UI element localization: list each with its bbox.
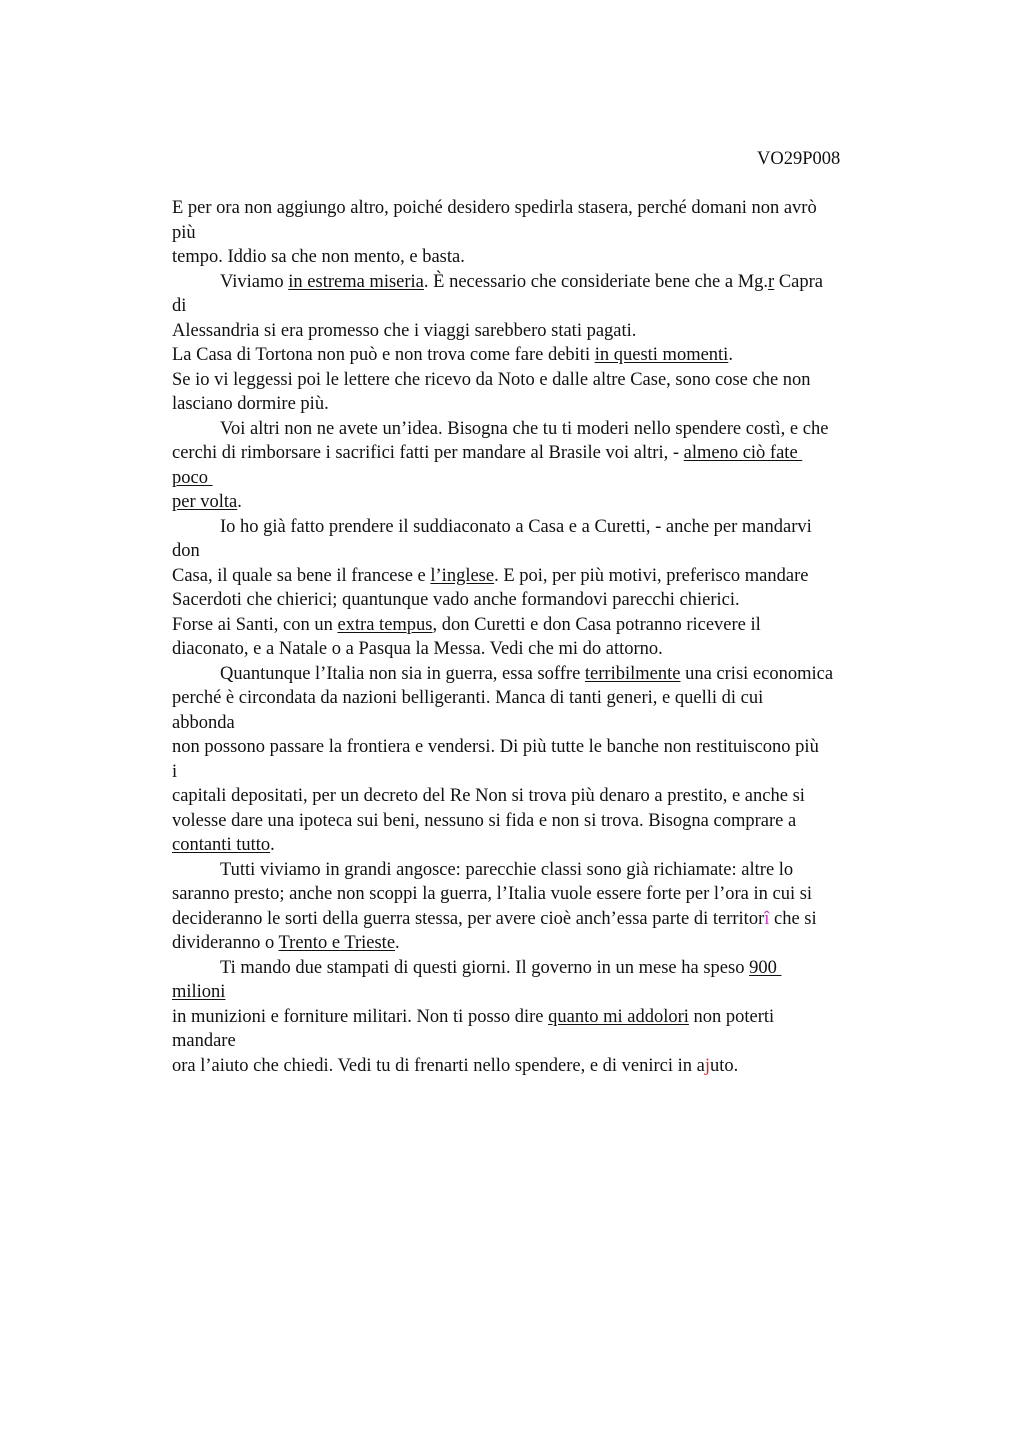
text-segment: Alessandria si era promesso che i viaggi sarebbero stati pagati. [172,320,637,341]
text-line [172,1029,236,1054]
underlined-text: contanti tutto [172,835,271,855]
text-line [172,833,275,858]
text-segment: . [237,492,242,512]
text-segment: La Casa di Tortona non può e non trova come fare debiti [172,345,595,365]
text-segment: . E poi, per più motivi, preferisco mandare [494,565,809,586]
underlined-text: per volta [172,492,238,512]
text-line [172,392,329,417]
text-line [172,637,663,662]
text-line [172,245,465,270]
underlined-text: almeno ciò fate [683,443,803,463]
text-segment: perché è circondata da nazioni belligeranti. Manca di tanti generi, e quelli di cui [172,688,764,708]
colored-mark: î [764,908,770,929]
text-line [172,735,819,760]
text-segment: più [172,222,196,243]
text-line [172,294,186,319]
underlined-text: poco [172,467,213,488]
text-segment: Voi altri non ne avete un’idea. Bisogna che tu ti moderi nello spendere costì, e che [220,418,829,439]
text-line [172,1054,738,1079]
text-segment: diaconato, e a Natale o a Pasqua la Messa. Vedi che mi do attorno. [172,639,663,659]
text-line [172,539,200,564]
text-segment: decideranno le sorti della guerra stessa, per avere cioè anch’essa parte di territor [172,908,765,929]
underlined-text: l’inglese [430,565,495,586]
text-segment: Se io vi leggessi poi le lettere che ricevo da Noto e dalle altre Case, sono cose che non [172,369,811,390]
text-line [172,613,761,638]
underlined-text: terribilmente [584,663,681,684]
document-reference-code: VO29P008 [757,149,841,169]
underlined-text: Trento e Trieste [278,933,396,953]
text-segment: Casa, il quale sa bene il francese e [172,565,431,586]
text-line [172,907,817,932]
text-line [172,319,636,344]
text-segment: . È necessario che consideriate bene che a Mg. [423,271,769,292]
text-line [172,441,802,466]
text-segment: Forse ai Santi, con un [172,614,338,635]
text-line [172,784,805,809]
text-segment: lasciano dormire più. [172,394,329,414]
text-line [172,711,235,736]
text-segment: in munizioni e forniture militari. Non ti posso dire [172,1006,549,1027]
text-segment: Capra [774,271,824,292]
text-line [172,760,177,785]
text-line [172,368,811,393]
text-segment: una crisi economica [680,663,834,684]
text-segment: di [172,296,187,316]
text-segment: tempo. Iddio sa che non mento, e basta. [172,247,465,267]
text-line [172,466,213,491]
underlined-text: quanto mi addolori [548,1006,689,1027]
underlined-text: 900 [749,957,782,978]
colored-mark: j [704,1055,711,1076]
text-line [172,1005,774,1030]
text-line [172,931,400,956]
underlined-text: milioni [172,982,226,1002]
text-segment: Ti mando due stampati di questi giorni. Il governo in un mese ha speso [220,957,750,978]
text-segment: capitali depositati, per un decreto del Re Non si trova più denaro a prestito, e anche si [172,786,805,806]
text-line [220,417,828,442]
text-line [220,662,833,687]
text-line [220,515,812,540]
text-segment: che si [769,908,817,929]
text-segment: mandare [172,1031,236,1051]
underlined-text: r [768,271,775,292]
text-segment: Quantunque l’Italia non sia in guerra, essa soffre [220,663,585,684]
text-segment: volesse dare una ipoteca sui beni, nessuno si fida e non si trova. Bisogna comprare a [172,810,797,831]
text-segment: cerchi di rimborsare i sacrifici fatti per mandare al Brasile voi altri, - [172,443,684,463]
text-segment: divideranno o [172,933,279,953]
text-segment: abbonda [172,712,235,733]
text-line [172,490,242,515]
text-segment: . [270,835,275,855]
underlined-text: extra tempus [337,614,433,635]
text-segment: ora l’aiuto che chiedi. Vedi tu di frenarti nello spendere, e di venirci in a [172,1055,705,1076]
text-segment: Tutti viviamo in grandi angosce: parecchie classi sono già richiamate: altre lo [220,859,794,880]
text-line [172,809,796,834]
text-line [172,221,196,246]
text-segment: Io ho già fatto prendere il suddiaconato a Casa e a Curetti, - anche per mandarvi [220,516,812,537]
text-line [220,858,793,883]
text-line [172,343,733,368]
text-segment: Viviamo [220,271,289,292]
text-segment: Sacerdoti che chierici; quantunque vado anche formandovi parecchi chierici. [172,590,740,610]
text-segment: E per ora non aggiungo altro, poiché desidero spedirla stasera, perché domani non avrò [172,198,817,218]
text-segment: . [728,345,733,365]
text-line [220,956,781,981]
text-line [172,564,808,589]
text-segment: non poterti [688,1006,775,1027]
underlined-text: in estrema miseria [288,271,424,292]
text-segment: non possono passare la frontiera e vendersi. Di più tutte le banche non restituiscono più [172,737,819,757]
text-line [172,588,740,613]
text-segment: saranno presto; anche non scoppi la guerra, l’Italia vuole essere forte per l’ora in cui si [172,884,813,904]
text-line [172,980,225,1005]
text-line [172,686,763,711]
text-segment: i [172,761,178,782]
text-line [220,270,823,295]
text-segment: don [172,541,200,561]
text-line [172,196,817,221]
text-segment: . [395,933,400,953]
text-line [172,882,812,907]
text-segment: uto. [710,1055,739,1076]
underlined-text: in questi momenti [594,345,729,365]
text-segment: , don Curetti e don Casa potranno ricevere il [432,614,761,635]
